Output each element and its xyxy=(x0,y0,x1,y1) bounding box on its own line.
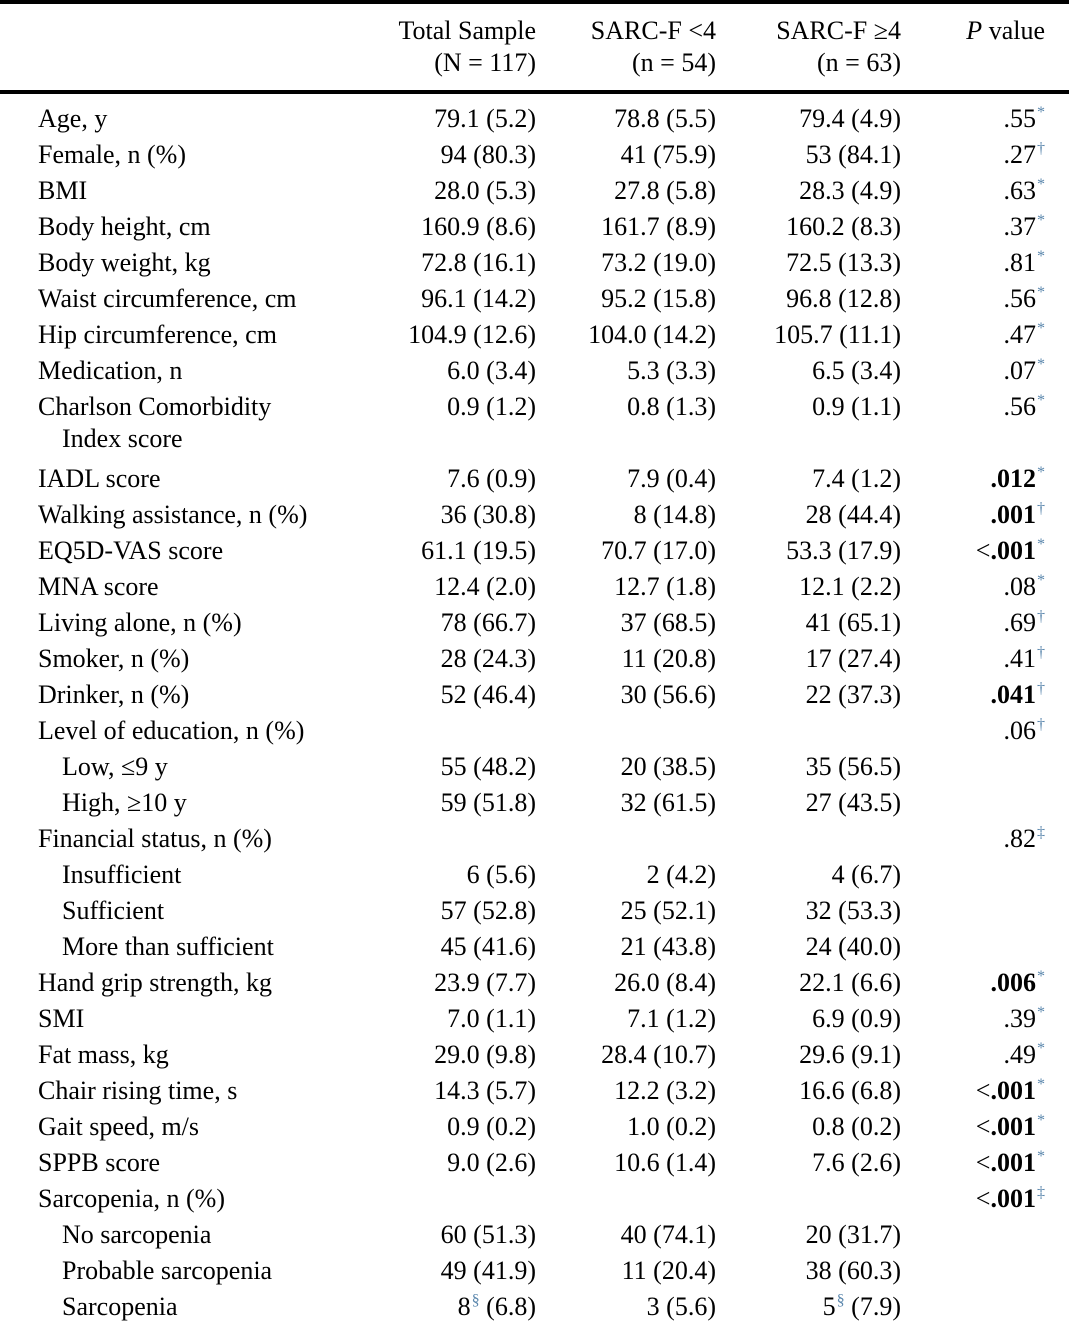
p-value-number: .06 xyxy=(1003,716,1036,745)
row-label: SPPB score xyxy=(38,1148,161,1177)
value-sarcf-low: 8 (14.8) xyxy=(633,500,716,529)
value-total-sample: 45 (41.6) xyxy=(440,932,536,961)
p-value-cell xyxy=(925,1222,1069,1258)
value-sarcf-low: 70.7 (17.0) xyxy=(601,536,716,565)
p-value-number: .006 xyxy=(990,968,1036,997)
row-label-wrapped xyxy=(38,394,372,452)
value-sarcf-high xyxy=(740,718,925,754)
header-p-italic: P xyxy=(966,16,983,45)
value-total-sample: 14.3 (5.7) xyxy=(434,1076,536,1105)
table-row xyxy=(0,970,1069,1006)
column-header-total-sample xyxy=(380,4,560,76)
table-row xyxy=(0,502,1069,538)
p-value-cell xyxy=(925,898,1069,934)
p-value-cell xyxy=(925,322,1069,358)
value-sarcf-high: 16.6 (6.8) xyxy=(799,1076,901,1105)
table-row xyxy=(0,1042,1069,1078)
footnote-marker: * xyxy=(1036,176,1045,194)
value-sarcf-low: 26.0 (8.4) xyxy=(614,968,716,997)
value-total-sample: 28.0 (5.3) xyxy=(434,176,536,205)
p-value-number: .041 xyxy=(990,680,1036,709)
value-total-sample: 55 (48.2) xyxy=(440,752,536,781)
row-label: BMI xyxy=(38,176,88,205)
row-label: High, ≥10 y xyxy=(62,788,187,817)
row-label: Living alone, n (%) xyxy=(38,608,242,637)
p-value-number: .001 xyxy=(990,1148,1036,1177)
value-sarcf-high: 22.1 (6.6) xyxy=(799,968,901,997)
header-low-line1: SARC-F <4 xyxy=(590,16,716,45)
value-total-sample: 6 (5.6) xyxy=(466,860,536,889)
footnote-marker: * xyxy=(1036,464,1045,482)
value-total-sample: 79.1 (5.2) xyxy=(434,104,536,133)
p-value-number: .37 xyxy=(1003,212,1036,241)
value-sarcf-high: 0.9 (1.1) xyxy=(812,392,901,421)
value-total-sample: 9.0 (2.6) xyxy=(447,1148,536,1177)
footnote-marker: * xyxy=(1036,104,1045,122)
p-value-cell xyxy=(925,1258,1069,1294)
table-row xyxy=(0,646,1069,682)
value-total-sample: 104.9 (12.6) xyxy=(408,320,536,349)
value-sarcf-low: 11 (20.8) xyxy=(621,644,716,673)
value-sarcf-low: 7.9 (0.4) xyxy=(627,464,716,493)
table-row xyxy=(0,1222,1069,1258)
footnote-marker: † xyxy=(1036,500,1045,518)
value-sarcf-high: 28.3 (4.9) xyxy=(799,176,901,205)
p-value-cell xyxy=(925,466,1069,502)
row-label: Hand grip strength, kg xyxy=(38,968,272,997)
p-value-cell xyxy=(925,394,1069,466)
value-sarcf-high: 53.3 (17.9) xyxy=(786,536,901,565)
p-value-cell xyxy=(925,682,1069,718)
row-label: IADL score xyxy=(38,464,161,493)
header-high-line1: SARC-F ≥4 xyxy=(776,16,901,45)
p-value-cell xyxy=(925,250,1069,286)
value-sarcf-low: 78.8 (5.5) xyxy=(614,104,716,133)
header-total-line2: (N = 117) xyxy=(434,48,536,77)
table-row xyxy=(0,898,1069,934)
table-row xyxy=(0,178,1069,214)
value-sarcf-low: 20 (38.5) xyxy=(620,752,716,781)
value-sarcf-high xyxy=(740,826,925,862)
p-value-number: .001 xyxy=(990,536,1036,565)
footnote-marker: * xyxy=(1036,572,1045,590)
value-sarcf-low: 73.2 (19.0) xyxy=(601,248,716,277)
value-sarcf-low: 1.0 (0.2) xyxy=(627,1112,716,1141)
value-sarcf-high: 105.7 (11.1) xyxy=(774,320,901,349)
table-row xyxy=(0,94,1069,142)
value-total-sample: 12.4 (2.0) xyxy=(434,572,536,601)
footnote-marker: * xyxy=(1036,1148,1045,1166)
p-value-cell xyxy=(925,178,1069,214)
header-low-line2: (n = 54) xyxy=(632,48,716,77)
value-sarcf-low xyxy=(560,826,740,862)
value-sarcf-low: 41 (75.9) xyxy=(620,140,716,169)
footnote-marker: ‡ xyxy=(1036,1184,1045,1202)
p-value-cell xyxy=(925,970,1069,1006)
p-value-cell xyxy=(925,94,1069,142)
table-row xyxy=(0,754,1069,790)
p-value-cell xyxy=(925,358,1069,394)
value-total-sample: 0.9 (0.2) xyxy=(447,1112,536,1141)
value-total-sample xyxy=(380,826,560,862)
table-row xyxy=(0,862,1069,898)
value-total-sample: 49 (41.9) xyxy=(440,1256,536,1285)
value-total-sample: 6.0 (3.4) xyxy=(447,356,536,385)
p-value-prefix: < xyxy=(975,1148,991,1177)
p-value-cell xyxy=(925,862,1069,898)
value-sarcf-low: 12.2 (3.2) xyxy=(614,1076,716,1105)
value-sarcf-high: 29.6 (9.1) xyxy=(799,1040,901,1069)
p-value-cell xyxy=(925,1294,1069,1330)
value-total-sample: 61.1 (19.5) xyxy=(421,536,536,565)
p-value-cell xyxy=(925,610,1069,646)
column-header-p-value xyxy=(925,4,1069,76)
row-label: Chair rising time, s xyxy=(38,1076,238,1105)
value-sarcf-low: 32 (61.5) xyxy=(620,788,716,817)
p-value-cell xyxy=(925,1006,1069,1042)
row-label: Sufficient xyxy=(62,896,165,925)
row-label: Waist circumference, cm xyxy=(38,284,297,313)
footnote-marker: * xyxy=(1036,1004,1045,1022)
row-label: Probable sarcopenia xyxy=(62,1256,273,1285)
value-sarcf-low: 0.8 (1.3) xyxy=(627,392,716,421)
footnote-marker: § xyxy=(836,1292,845,1310)
p-value-number: .001 xyxy=(990,1076,1036,1105)
p-value-number: .63 xyxy=(1003,176,1036,205)
p-value-cell xyxy=(925,538,1069,574)
value-total-sample: 52 (46.4) xyxy=(440,680,536,709)
value-sarcf-high: 160.2 (8.3) xyxy=(786,212,901,241)
row-label: No sarcopenia xyxy=(62,1220,212,1249)
p-value-cell xyxy=(925,1042,1069,1078)
row-label: EQ5D-VAS score xyxy=(38,536,224,565)
row-label: MNA score xyxy=(38,572,159,601)
row-label: More than sufficient xyxy=(62,932,274,961)
table-row xyxy=(0,394,1069,466)
table-row xyxy=(0,142,1069,178)
value-total-sample: 29.0 (9.8) xyxy=(434,1040,536,1069)
value-sarcf-high: 28 (44.4) xyxy=(805,500,901,529)
p-value-cell xyxy=(925,1114,1069,1150)
value-sarcf-high: 6.9 (0.9) xyxy=(812,1004,901,1033)
p-value-cell xyxy=(925,574,1069,610)
value-sarcf-low: 104.0 (14.2) xyxy=(588,320,716,349)
value-sarcf-high: 24 (40.0) xyxy=(805,932,901,961)
value-sarcf-high: 12.1 (2.2) xyxy=(799,572,901,601)
row-label: Sarcopenia xyxy=(62,1292,178,1321)
p-value-cell xyxy=(925,502,1069,538)
row-label: SMI xyxy=(38,1004,85,1033)
table-header xyxy=(0,2,1069,94)
p-value-number: .39 xyxy=(1003,1004,1036,1033)
value-sarcf-low: 10.6 (1.4) xyxy=(614,1148,716,1177)
value-total-sample xyxy=(380,1186,560,1222)
value-sarcf-high: 72.5 (13.3) xyxy=(786,248,901,277)
row-label: Smoker, n (%) xyxy=(38,644,190,673)
footnote-marker: § xyxy=(471,1292,480,1310)
value-total-sample: 8§ (6.8) xyxy=(457,1292,536,1321)
value-total-sample: 72.8 (16.1) xyxy=(421,248,536,277)
row-label-line1: Charlson Comorbidity xyxy=(38,392,272,421)
value-total-sample: 160.9 (8.6) xyxy=(421,212,536,241)
value-sarcf-low: 2 (4.2) xyxy=(646,860,716,889)
p-value-prefix: < xyxy=(975,1076,991,1105)
p-value-prefix: < xyxy=(975,536,991,565)
p-value-cell xyxy=(925,142,1069,178)
footnote-marker: * xyxy=(1036,1112,1045,1130)
row-label: Sarcopenia, n (%) xyxy=(38,1184,225,1213)
value-sarcf-high: 6.5 (3.4) xyxy=(812,356,901,385)
header-p-value xyxy=(925,18,1045,44)
p-value-number: .001 xyxy=(990,500,1036,529)
p-value-number: .001 xyxy=(990,1112,1036,1141)
p-value-cell xyxy=(925,754,1069,790)
value-sarcf-high: 41 (65.1) xyxy=(805,608,901,637)
footnote-marker: † xyxy=(1036,644,1045,662)
column-header-sarcf-high xyxy=(740,4,925,76)
value-sarcf-low: 37 (68.5) xyxy=(620,608,716,637)
value-sarcf-high: 5§ (7.9) xyxy=(822,1292,901,1321)
table-row xyxy=(0,1186,1069,1222)
table-row xyxy=(0,790,1069,826)
table-row xyxy=(0,250,1069,286)
row-label: Age, y xyxy=(38,104,108,133)
footnote-marker: * xyxy=(1036,1040,1045,1058)
table-row xyxy=(0,1294,1069,1330)
value-total-sample: 7.6 (0.9) xyxy=(447,464,536,493)
value-sarcf-high: 53 (84.1) xyxy=(805,140,901,169)
value-sarcf-high: 32 (53.3) xyxy=(805,896,901,925)
row-label: Gait speed, m/s xyxy=(38,1112,200,1141)
column-header-label xyxy=(0,4,380,76)
row-label: Body weight, kg xyxy=(38,248,211,277)
value-total-sample: 0.9 (1.2) xyxy=(447,392,536,421)
column-header-sarcf-low xyxy=(560,4,740,76)
row-label: Female, n (%) xyxy=(38,140,187,169)
p-value-number: .82 xyxy=(1003,824,1036,853)
header-bottom-spacer xyxy=(0,76,1069,92)
footnote-marker: * xyxy=(1036,284,1045,302)
p-value-cell xyxy=(925,718,1069,754)
value-total-sample: 96.1 (14.2) xyxy=(421,284,536,313)
value-sarcf-high: 4 (6.7) xyxy=(831,860,901,889)
footnote-marker: * xyxy=(1036,356,1045,374)
table-row xyxy=(0,718,1069,754)
table-row xyxy=(0,1150,1069,1186)
value-sarcf-high: 35 (56.5) xyxy=(805,752,901,781)
footnote-marker: † xyxy=(1036,608,1045,626)
value-sarcf-high: 20 (31.7) xyxy=(805,1220,901,1249)
p-value-cell xyxy=(925,1078,1069,1114)
table-row xyxy=(0,610,1069,646)
p-value-number: .012 xyxy=(990,464,1036,493)
header-p-rest: value xyxy=(982,16,1045,45)
table-row xyxy=(0,1114,1069,1150)
p-value-number: .001 xyxy=(990,1184,1036,1213)
table-row xyxy=(0,214,1069,250)
row-label: Insufficient xyxy=(62,860,182,889)
p-value-cell xyxy=(925,646,1069,682)
p-value-prefix: < xyxy=(975,1184,991,1213)
value-sarcf-high: 38 (60.3) xyxy=(805,1256,901,1285)
value-sarcf-low: 40 (74.1) xyxy=(620,1220,716,1249)
table-row xyxy=(0,826,1069,862)
value-sarcf-low xyxy=(560,718,740,754)
value-sarcf-high: 96.8 (12.8) xyxy=(786,284,901,313)
row-label: Drinker, n (%) xyxy=(38,680,190,709)
p-value-number: .49 xyxy=(1003,1040,1036,1069)
p-value-number: .81 xyxy=(1003,248,1036,277)
table-body xyxy=(0,94,1069,1330)
p-value-cell xyxy=(925,790,1069,826)
footnote-marker: * xyxy=(1036,1076,1045,1094)
header-row xyxy=(0,4,1069,76)
p-value-cell xyxy=(925,934,1069,970)
row-label: Medication, n xyxy=(38,356,183,385)
p-value-number: .08 xyxy=(1003,572,1036,601)
value-sarcf-low: 30 (56.6) xyxy=(620,680,716,709)
footnote-marker: * xyxy=(1036,536,1045,554)
row-label: Hip circumference, cm xyxy=(38,320,277,349)
value-sarcf-low: 12.7 (1.8) xyxy=(614,572,716,601)
row-label-line2: Index score xyxy=(62,424,183,453)
footnote-marker: * xyxy=(1036,212,1045,230)
table-row xyxy=(0,574,1069,610)
value-total-sample: 60 (51.3) xyxy=(440,1220,536,1249)
value-sarcf-high: 27 (43.5) xyxy=(805,788,901,817)
table-row xyxy=(0,682,1069,718)
value-total-sample: 94 (80.3) xyxy=(440,140,536,169)
table-row xyxy=(0,286,1069,322)
table-row xyxy=(0,322,1069,358)
p-value-number: .55 xyxy=(1003,104,1036,133)
p-value-prefix: < xyxy=(975,1112,991,1141)
header-high-line2: (n = 63) xyxy=(817,48,901,77)
value-sarcf-low xyxy=(560,1186,740,1222)
p-value-cell xyxy=(925,826,1069,862)
footnote-marker: * xyxy=(1036,320,1045,338)
footnote-marker: * xyxy=(1036,968,1045,986)
value-sarcf-low: 95.2 (15.8) xyxy=(601,284,716,313)
row-label: Financial status, n (%) xyxy=(38,824,272,853)
p-value-number: .56 xyxy=(1003,392,1036,421)
row-label: Level of education, n (%) xyxy=(38,716,305,745)
value-sarcf-high: 0.8 (0.2) xyxy=(812,1112,901,1141)
value-sarcf-low: 7.1 (1.2) xyxy=(627,1004,716,1033)
value-sarcf-low: 27.8 (5.8) xyxy=(614,176,716,205)
table-row xyxy=(0,358,1069,394)
table-row xyxy=(0,934,1069,970)
value-total-sample: 7.0 (1.1) xyxy=(447,1004,536,1033)
table-row xyxy=(0,1006,1069,1042)
p-value-number: .41 xyxy=(1003,644,1036,673)
footnote-marker: ‡ xyxy=(1036,824,1045,842)
table-row xyxy=(0,1258,1069,1294)
value-sarcf-high: 79.4 (4.9) xyxy=(799,104,901,133)
value-sarcf-high: 7.6 (2.6) xyxy=(812,1148,901,1177)
value-total-sample: 36 (30.8) xyxy=(440,500,536,529)
p-value-number: .56 xyxy=(1003,284,1036,313)
value-sarcf-low: 5.3 (3.3) xyxy=(627,356,716,385)
p-value-cell xyxy=(925,214,1069,250)
p-value-number: .07 xyxy=(1003,356,1036,385)
value-sarcf-high xyxy=(740,1186,925,1222)
value-total-sample: 57 (52.8) xyxy=(440,896,536,925)
p-value-number: .69 xyxy=(1003,608,1036,637)
value-total-sample: 28 (24.3) xyxy=(440,644,536,673)
value-sarcf-low: 25 (52.1) xyxy=(620,896,716,925)
value-sarcf-low: 3 (5.6) xyxy=(646,1292,716,1321)
footnote-marker: † xyxy=(1036,716,1045,734)
table-row xyxy=(0,466,1069,502)
footnote-marker: † xyxy=(1036,140,1045,158)
row-label: Body height, cm xyxy=(38,212,211,241)
p-value-cell xyxy=(925,1150,1069,1186)
row-label: Fat mass, kg xyxy=(38,1040,169,1069)
value-sarcf-high: 7.4 (1.2) xyxy=(812,464,901,493)
p-value-cell xyxy=(925,1186,1069,1222)
value-sarcf-high: 17 (27.4) xyxy=(805,644,901,673)
p-value-cell xyxy=(925,286,1069,322)
row-label: Walking assistance, n (%) xyxy=(38,500,308,529)
value-sarcf-low: 11 (20.4) xyxy=(621,1256,716,1285)
value-sarcf-low: 161.7 (8.9) xyxy=(601,212,716,241)
value-total-sample: 78 (66.7) xyxy=(440,608,536,637)
value-total-sample: 23.9 (7.7) xyxy=(434,968,536,997)
value-sarcf-low: 21 (43.8) xyxy=(620,932,716,961)
footnote-marker: * xyxy=(1036,248,1045,266)
value-total-sample: 59 (51.8) xyxy=(440,788,536,817)
value-sarcf-low: 28.4 (10.7) xyxy=(601,1040,716,1069)
table-row xyxy=(0,538,1069,574)
p-value-number: .27 xyxy=(1003,140,1036,169)
header-total-line1: Total Sample xyxy=(398,16,536,45)
row-label xyxy=(0,394,380,466)
value-sarcf-high: 22 (37.3) xyxy=(805,680,901,709)
footnote-marker: † xyxy=(1036,680,1045,698)
table-row xyxy=(0,1078,1069,1114)
row-label: Low, ≤9 y xyxy=(62,752,168,781)
footnote-marker: * xyxy=(1036,392,1045,410)
value-total-sample xyxy=(380,718,560,754)
p-value-number: .47 xyxy=(1003,320,1036,349)
